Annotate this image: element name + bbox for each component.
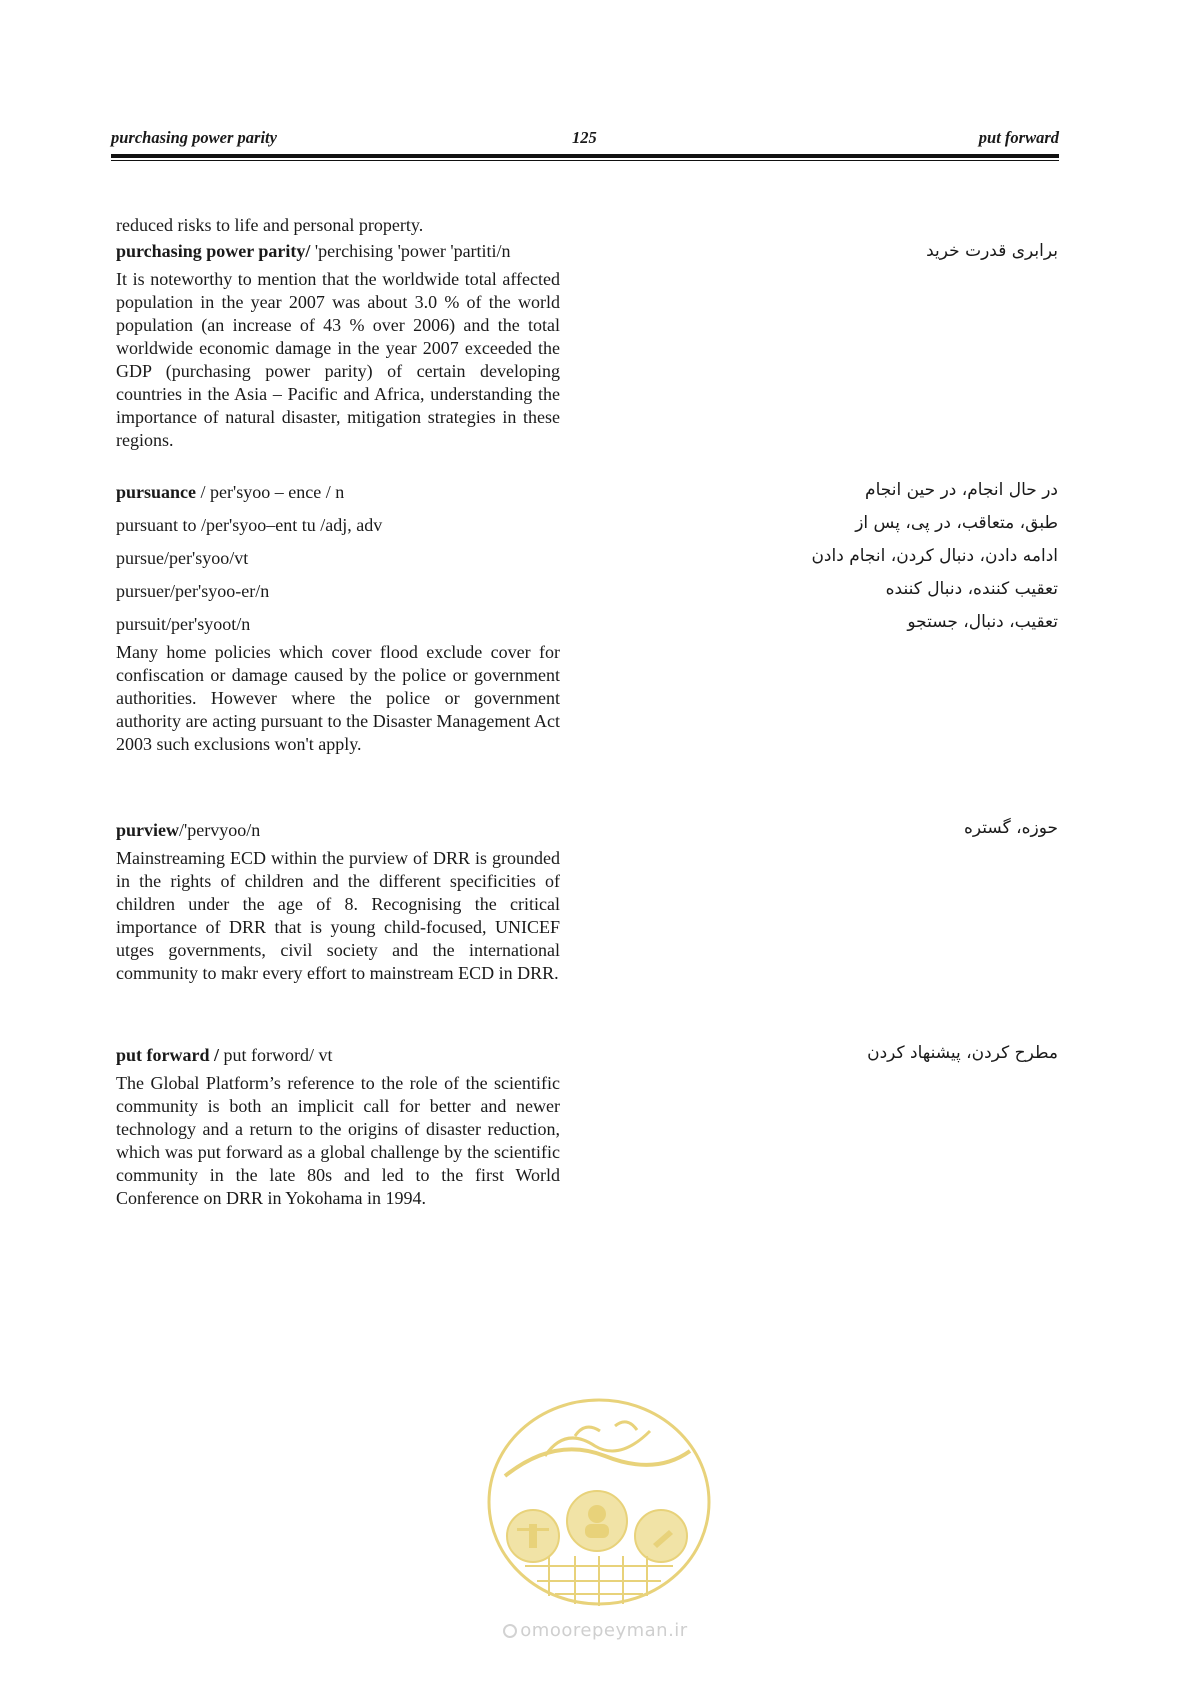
header-rule-thick bbox=[111, 154, 1059, 158]
entry-pronunciation: pursuer/per'syoo-er/n bbox=[116, 581, 270, 601]
entry-term: put forward / bbox=[116, 1045, 219, 1065]
header-rule-thin bbox=[111, 160, 1059, 161]
entry-translation: تعقیب، دنبال، جستجو bbox=[907, 612, 1058, 632]
entry-example: Many home policies which cover flood exclude cover for confiscation or damage caused by the police or government authorities. However where the police or government authority are acting pursuant to the Disaster Management Act 2003 such exclusions won't apply. bbox=[116, 642, 560, 754]
entry-translation: در حال انجام، در حین انجام bbox=[865, 480, 1058, 500]
entry-headword bbox=[116, 1044, 560, 1067]
entry-headword bbox=[116, 613, 560, 636]
entry-translation: ادامه دادن، دنبال کردن، انجام دادن bbox=[811, 546, 1058, 566]
entry-headword bbox=[116, 240, 560, 263]
entry-pronunciation: 'perchising 'power 'partiti/n bbox=[310, 241, 511, 261]
entry-term: purview bbox=[116, 820, 179, 840]
entry-translation: حوزه، گستره bbox=[964, 818, 1058, 838]
entry-translation: طبق، متعاقب، در پی، پس از bbox=[855, 513, 1058, 533]
entry-example: Mainstreaming ECD within the purview of DRR is grounded in the rights of children and the different specificities of children under the age of 8. Recognising the critical importance of DRR that is young child-focused, UNICEF utges governments, civil society and the international community to makr every effort to mainstream ECD in DRR. bbox=[116, 848, 560, 983]
entry-headword bbox=[116, 514, 560, 537]
entry-headword bbox=[116, 580, 560, 603]
entry-headword bbox=[116, 481, 560, 504]
entry-example: It is noteworthy to mention that the worldwide total affected population in the year 2007 was about 3.0 % of the world population (an increase of 43 % over 2006) and the total worldwide economic damage in the year 2007 exceeded the GDP (purchasing power parity) of certain developing countries in the Asia – Pacific and Africa, understanding the importance of natural disaster, mitigation strategies in these regions. bbox=[116, 269, 560, 450]
header-last-term: put forward bbox=[978, 128, 1059, 147]
running-header bbox=[111, 128, 1059, 152]
entry-example: The Global Platform’s reference to the role of the scientific community is both an implicit call for better and newer technology and a return to the origins of disaster reduction, which was put forward as a global challenge by the scientific community in the late 80s and led to the first World Conference on DRR in Yokohama in 1994. bbox=[116, 1073, 560, 1208]
entry-pronunciation: pursue/per'syoo/vt bbox=[116, 548, 249, 568]
entry-translation: تعقیب کننده، دنبال کننده bbox=[885, 579, 1058, 599]
watermark-site-text: omoorepeyman.ir bbox=[520, 1620, 688, 1641]
entry-term: pursuance bbox=[116, 482, 197, 502]
watermark-site bbox=[0, 1620, 1191, 1641]
entry-headword bbox=[116, 819, 560, 842]
entry-headword bbox=[116, 547, 560, 570]
page-number: 125 bbox=[572, 128, 597, 147]
header-first-term: purchasing power parity bbox=[111, 128, 277, 147]
entry-pronunciation: /'pervyoo/n bbox=[179, 820, 261, 840]
entry-pronunciation: put forword/ vt bbox=[219, 1045, 333, 1065]
entry-term: purchasing power parity/ bbox=[116, 241, 311, 261]
globe-icon bbox=[503, 1624, 517, 1638]
continuation-text: reduced risks to life and personal property. bbox=[116, 215, 424, 235]
watermark-seal bbox=[485, 1396, 713, 1608]
entry-pronunciation: / per'syoo – ence / n bbox=[196, 482, 345, 502]
entry-pronunciation: pursuant to /per'syoo–ent tu /adj, adv bbox=[116, 515, 383, 535]
entry-translation: برابری قدرت خرید bbox=[926, 241, 1058, 261]
entry-translation: مطرح کردن، پیشنهاد کردن bbox=[867, 1043, 1058, 1063]
entry-pronunciation: pursuit/per'syoot/n bbox=[116, 614, 251, 634]
